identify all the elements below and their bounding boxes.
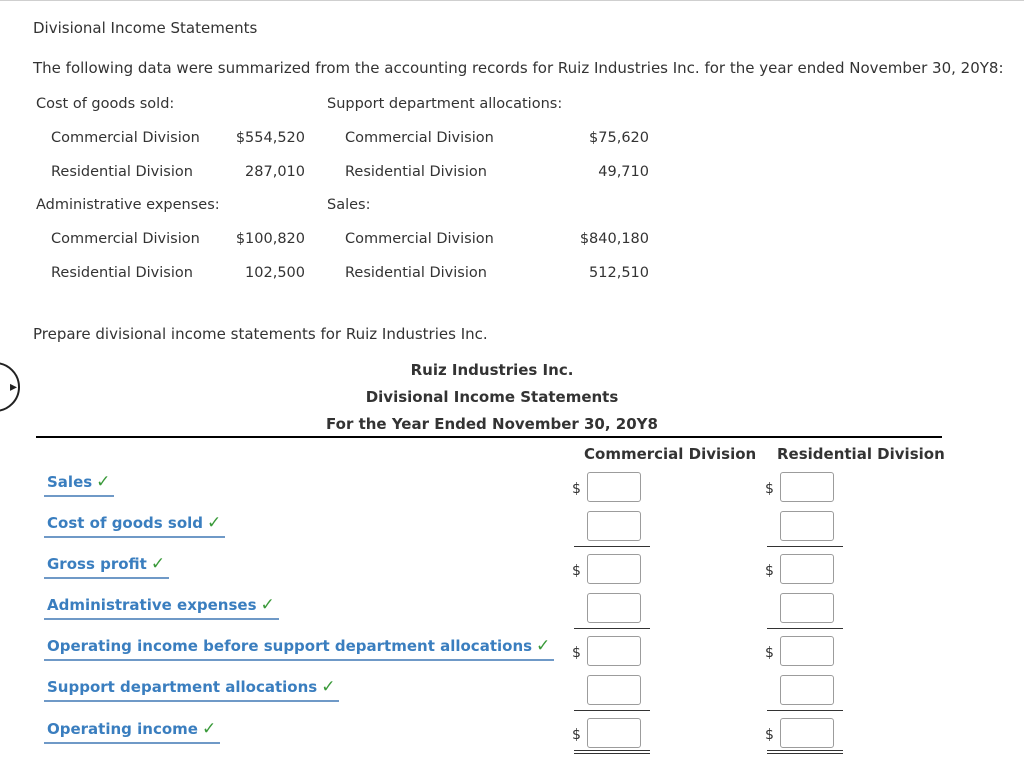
section-heading: Divisional Income Statements (33, 19, 258, 37)
dollar-sign: $ (765, 481, 774, 497)
op-income-residential-input[interactable] (780, 718, 834, 748)
support-commercial-value: $75,620 (589, 130, 649, 146)
check-icon: ✓ (201, 719, 217, 739)
sales-residential-input[interactable] (780, 472, 834, 502)
col-header-commercial: Commercial Division (584, 445, 757, 463)
support-commercial-label: Commercial Division (345, 130, 494, 146)
cogs-residential-input[interactable] (780, 511, 834, 541)
sales-commercial-input[interactable] (587, 472, 641, 502)
row-label-gross-profit[interactable]: Gross profit ✓ (44, 554, 169, 579)
cogs-commercial-input[interactable] (587, 511, 641, 541)
admin-commercial-label: Commercial Division (51, 231, 200, 247)
sales-commercial-value: $840,180 (579, 231, 649, 247)
chevron-right-icon[interactable]: ▸ (10, 379, 18, 395)
admin-label: Administrative expenses: (36, 197, 220, 213)
support-label: Support department allocations: (327, 96, 563, 112)
check-icon: ✓ (536, 636, 551, 656)
admin-residential-value: 102,500 (245, 265, 305, 281)
total-double-rule (767, 750, 843, 754)
support-residential-value: 49,710 (598, 164, 649, 180)
subtotal-rule (574, 710, 650, 711)
row-label-operating-income-before[interactable]: Operating income before support department allocations ✓ (44, 636, 554, 661)
row-label-cogs[interactable]: Cost of goods sold ✓ (44, 513, 225, 538)
admin-commercial-value: $100,820 (235, 231, 305, 247)
statement-title: Divisional Income Statements (365, 388, 619, 406)
subtotal-rule (767, 710, 843, 711)
subtotal-rule (767, 546, 843, 547)
row-label-support-allocations[interactable]: Support department allocations ✓ (44, 677, 339, 702)
check-icon: ✓ (96, 472, 111, 492)
admin-commercial-input[interactable] (587, 593, 641, 623)
sales-residential-value: 512,510 (589, 265, 649, 281)
check-icon: ✓ (207, 513, 222, 533)
check-icon: ✓ (150, 554, 166, 574)
instruction-text: Prepare divisional income statements for Ruiz Industries Inc. (33, 325, 488, 343)
check-icon: ✓ (321, 677, 336, 697)
cogs-commercial-label: Commercial Division (51, 130, 200, 146)
subtotal-rule (767, 628, 843, 629)
cogs-commercial-value: $554,520 (235, 130, 305, 146)
col-header-residential: Residential Division (777, 445, 945, 463)
total-double-rule (574, 750, 650, 754)
op-income-before-residential-input[interactable] (780, 636, 834, 666)
subtotal-rule (574, 628, 650, 629)
intro-text: The following data were summarized from the accounting records for Ruiz Industries Inc. for the year ended November 30, 20Y8: (33, 59, 1004, 77)
cogs-label: Cost of goods sold: (36, 96, 175, 112)
admin-residential-input[interactable] (780, 593, 834, 623)
subtotal-rule (574, 546, 650, 547)
dollar-sign: $ (765, 563, 774, 579)
dollar-sign: $ (572, 481, 581, 497)
dollar-sign: $ (572, 563, 581, 579)
row-label-operating-income[interactable]: Operating income ✓ (44, 719, 220, 744)
check-icon: ✓ (260, 595, 275, 615)
sales-residential-label: Residential Division (345, 265, 487, 281)
top-border (0, 0, 1024, 1)
support-alloc-commercial-input[interactable] (587, 675, 641, 705)
admin-residential-label: Residential Division (51, 265, 193, 281)
sales-commercial-label: Commercial Division (345, 231, 494, 247)
dollar-sign: $ (572, 645, 581, 661)
dollar-sign: $ (765, 645, 774, 661)
row-label-sales[interactable]: Sales ✓ (44, 472, 114, 497)
gross-profit-commercial-input[interactable] (587, 554, 641, 584)
row-label-admin-expenses[interactable]: Administrative expenses ✓ (44, 595, 279, 620)
dollar-sign: $ (765, 727, 774, 743)
cogs-residential-value: 287,010 (245, 164, 305, 180)
statement-period: For the Year Ended November 30, 20Y8 (326, 415, 658, 433)
support-alloc-residential-input[interactable] (780, 675, 834, 705)
statement-company: Ruiz Industries Inc. (410, 361, 574, 379)
sales-label: Sales: (327, 197, 371, 213)
gross-profit-residential-input[interactable] (780, 554, 834, 584)
dollar-sign: $ (572, 727, 581, 743)
op-income-commercial-input[interactable] (587, 718, 641, 748)
statement-top-rule (36, 436, 942, 438)
support-residential-label: Residential Division (345, 164, 487, 180)
cogs-residential-label: Residential Division (51, 164, 193, 180)
op-income-before-commercial-input[interactable] (587, 636, 641, 666)
